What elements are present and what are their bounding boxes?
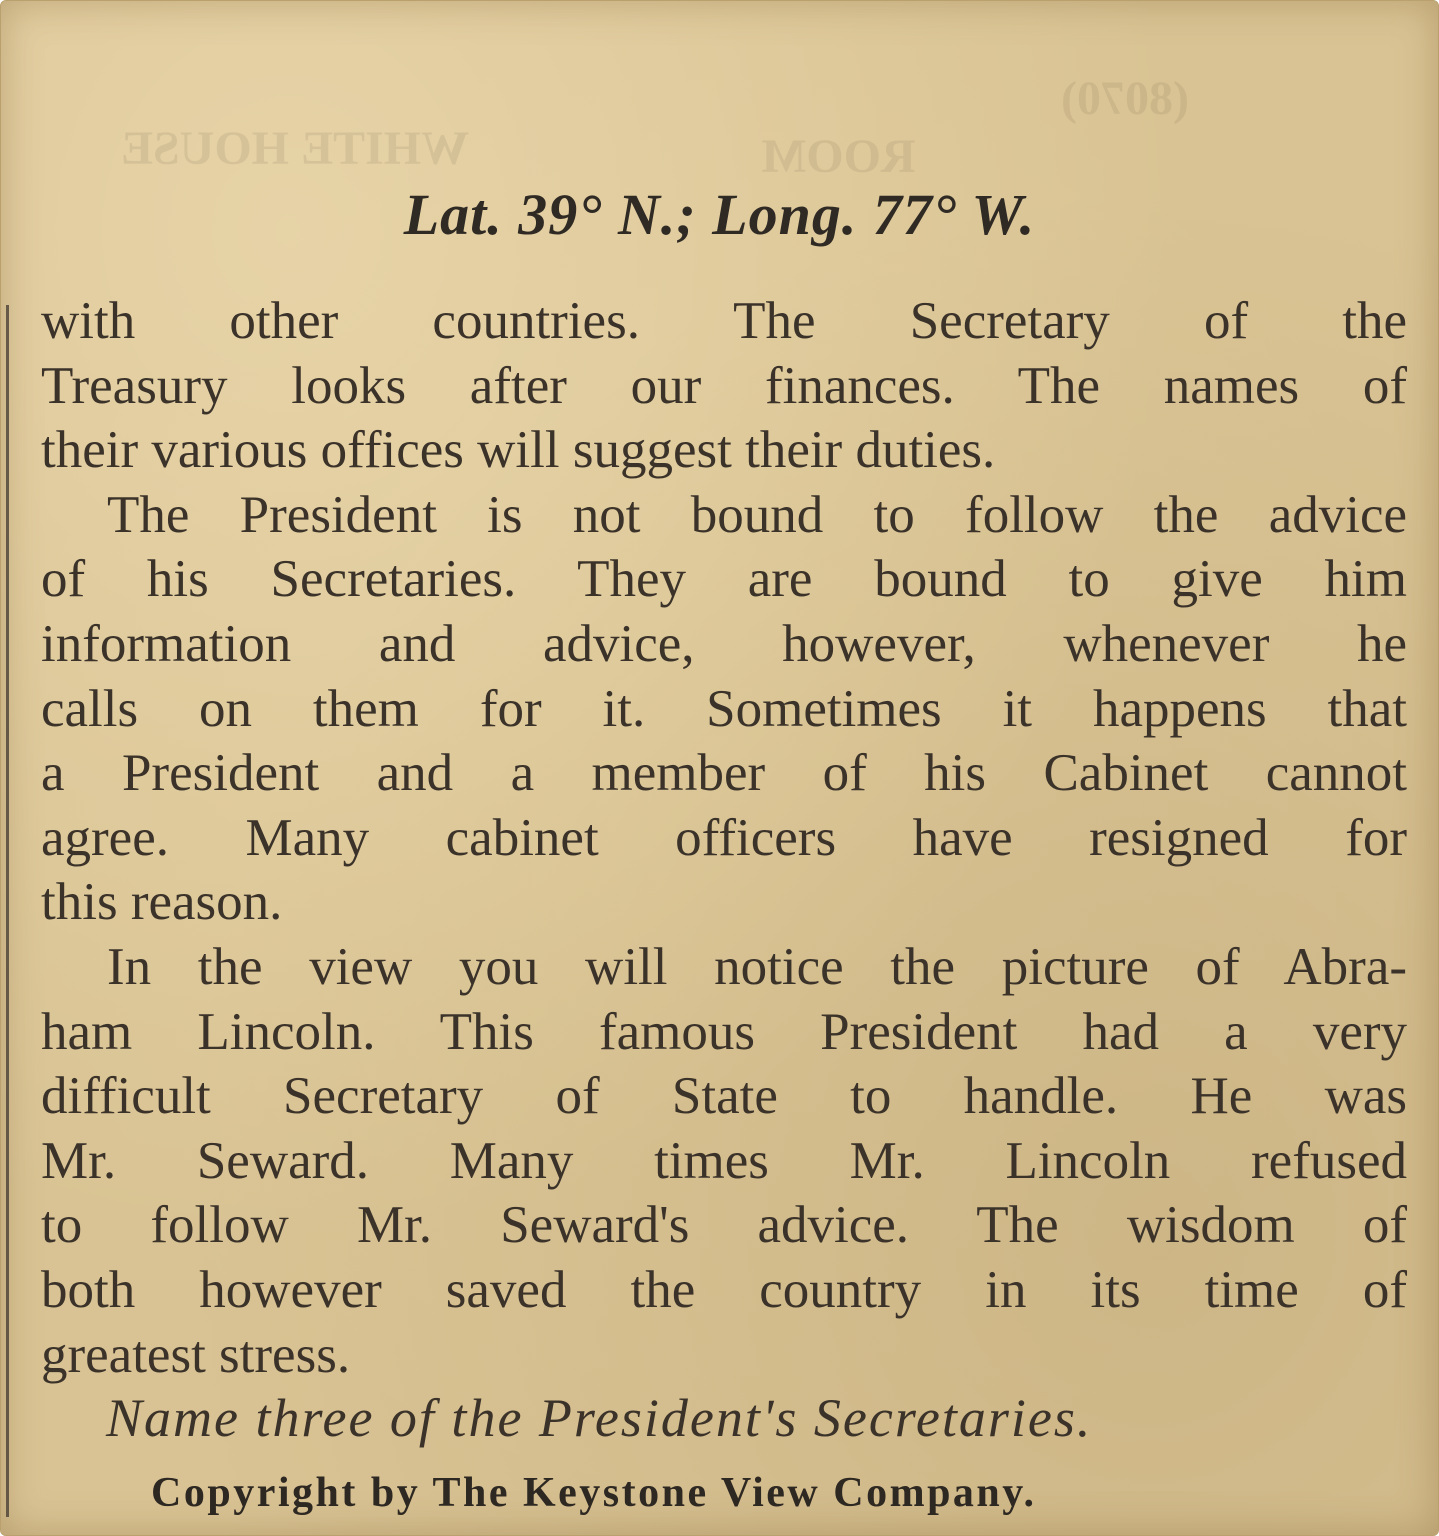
left-border-line — [6, 305, 9, 1517]
text-line: this reason. — [41, 873, 283, 932]
text-line: their various offices will suggest their duties. — [41, 421, 996, 480]
text-line: Mr. Seward. Many times Mr. Lincoln refused — [41, 1131, 1407, 1190]
text-line: to follow Mr. Seward's advice. The wisdom of — [41, 1196, 1407, 1255]
study-question: Name three of the President's Secretaries. — [106, 1388, 1093, 1448]
text-line: In the view you will notice the picture of Abra- — [107, 937, 1407, 996]
text-line: a President and a member of his Cabinet cannot — [41, 744, 1407, 803]
coordinates-heading: Lat. 39° N.; Long. 77° W. — [403, 182, 1036, 247]
text-line: difficult Secretary of State to handle. He was — [41, 1067, 1407, 1126]
text-line: The President is not bound to follow the advice — [107, 485, 1407, 544]
copyright-notice: Copyright by The Keystone View Company. — [151, 1470, 1037, 1516]
body-text — [41, 289, 1407, 1387]
text-line: both however saved the country in its time of — [41, 1260, 1407, 1319]
text-line: ham Lincoln. This famous President had a very — [41, 1002, 1407, 1061]
bleed-through-text: (8070) WHITE HOUSE ROOM — [121, 72, 1189, 183]
text-line: information and advice, however, whenever he — [41, 614, 1407, 673]
text-line: Treasury looks after our finances. The names of — [41, 356, 1407, 415]
text-line: agree. Many cabinet officers have resigned for — [41, 808, 1407, 867]
text-line: with other countries. The Secretary of the — [41, 292, 1407, 350]
text-line: greatest stress. — [41, 1325, 351, 1384]
text-line: of his Secretaries. They are bound to give him — [41, 550, 1407, 609]
text-line: calls on them for it. Sometimes it happens that — [41, 679, 1407, 738]
